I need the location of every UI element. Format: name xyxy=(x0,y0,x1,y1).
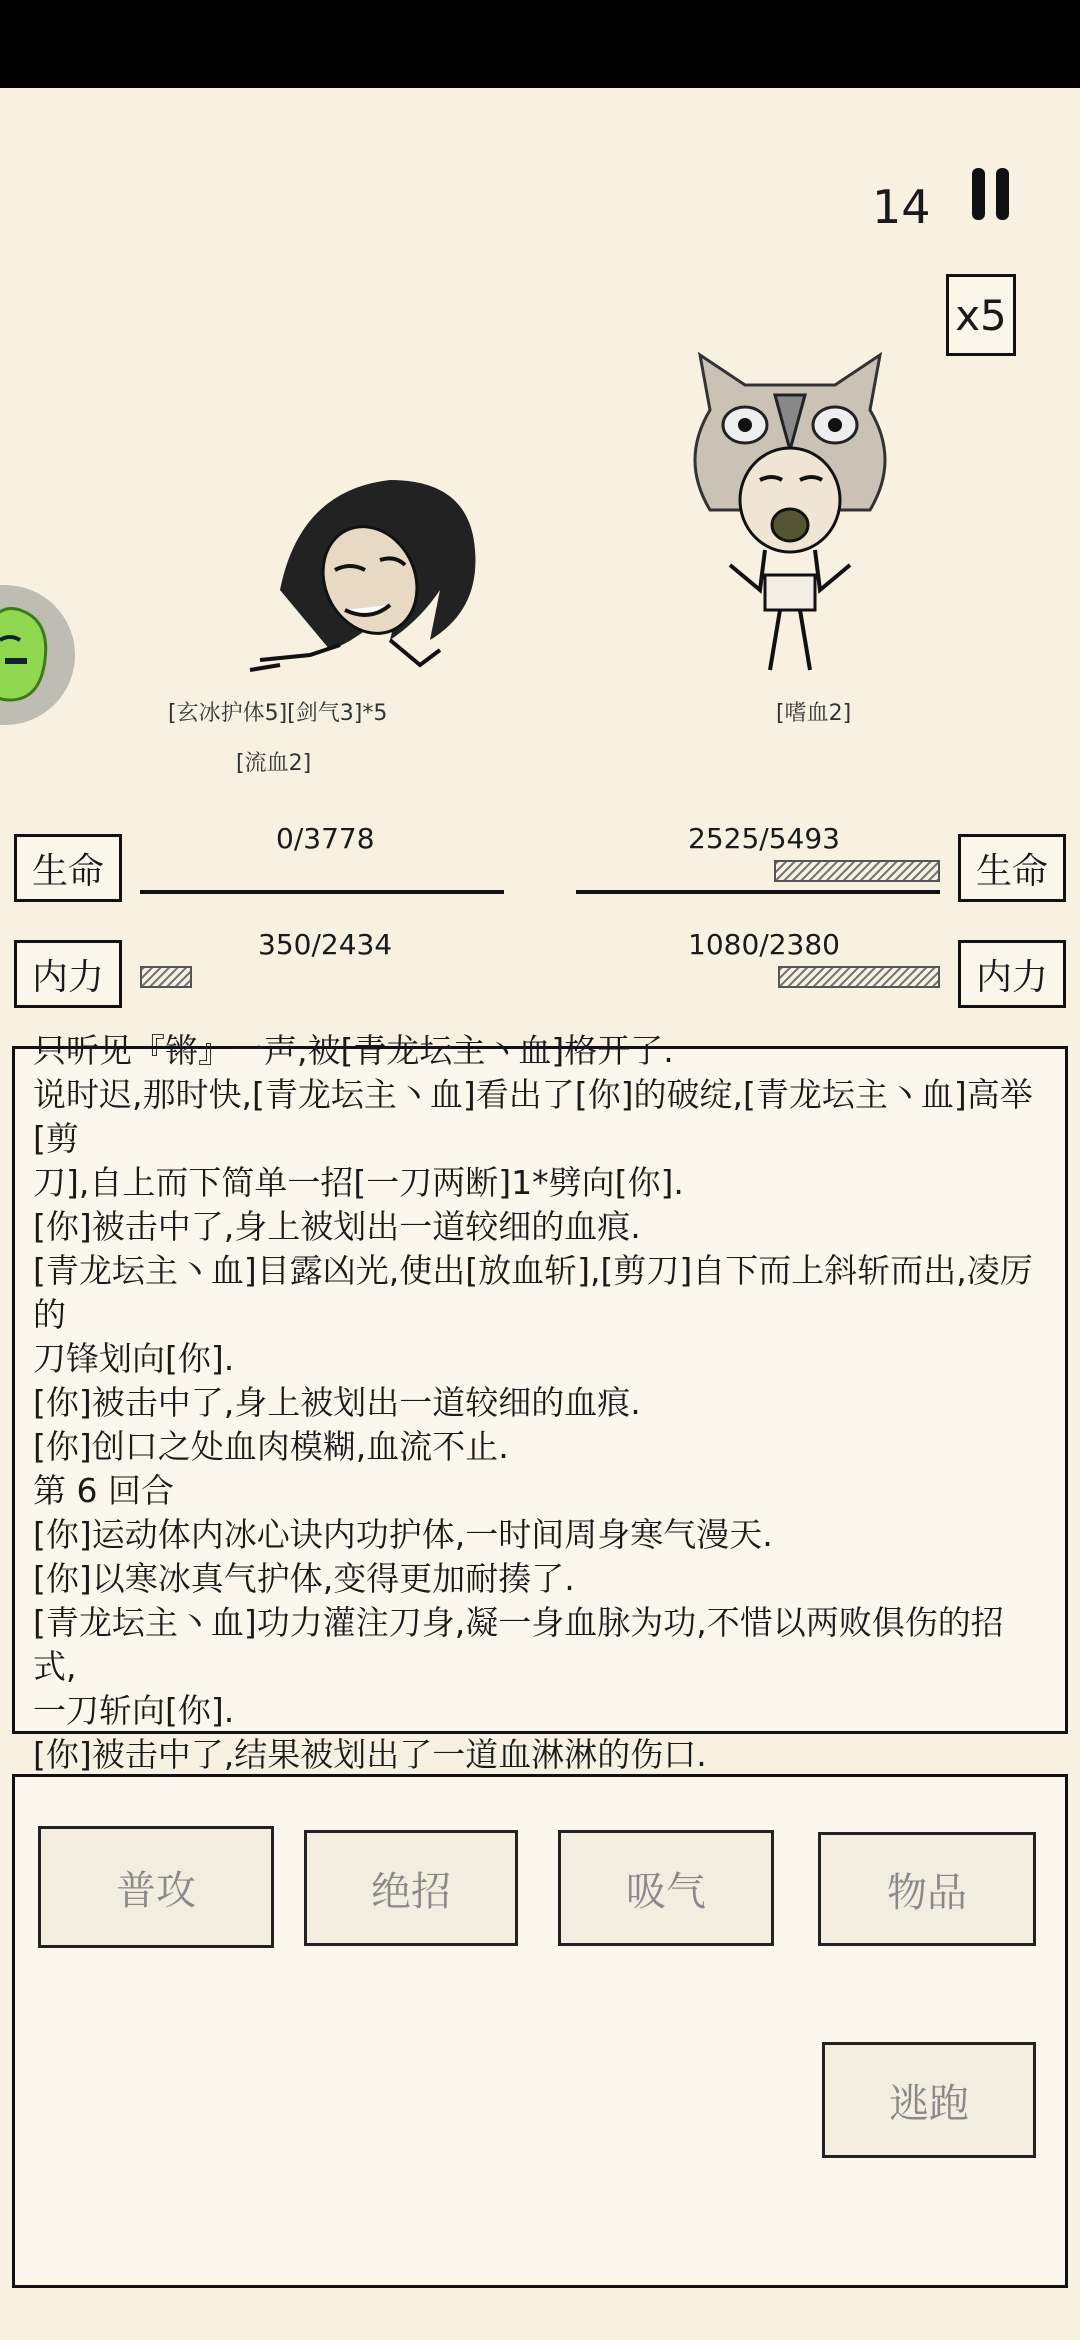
enemy-buffs: [嗜血2] xyxy=(776,701,852,726)
enemy-hp-bar xyxy=(576,890,940,894)
log-line: [你]被击中了,身上被划出一道较细的血痕. xyxy=(33,1383,641,1422)
pause-icon[interactable] xyxy=(970,168,1014,220)
flee-button[interactable]: 逃跑 xyxy=(822,2042,1036,2158)
player-hp-text: 0/3778 xyxy=(276,822,375,855)
player-buffs: [玄冰护体5][剑气3]*5 xyxy=(168,701,388,726)
enemy-mp-label: 内力 xyxy=(958,940,1066,1008)
enemy-mp-bar-fill xyxy=(778,966,940,988)
log-line: 刀锋划向[你]. xyxy=(33,1339,235,1378)
log-line: [青龙坛主丶血]目露凶光,使出[放血斩],[剪刀]自下而上斜斩而出,凌厉的 xyxy=(33,1251,1033,1334)
battle-log[interactable] xyxy=(12,1031,1068,1774)
attack-button[interactable]: 普攻 xyxy=(38,1826,274,1948)
log-line: [青龙坛主丶血]功力灌注刀身,凝一身血脉为功,不惜以两败俱伤的招式, xyxy=(33,1603,1004,1686)
ultimate-button[interactable]: 绝招 xyxy=(304,1830,518,1946)
enemy-hp-bar-fill xyxy=(774,860,940,882)
log-line: [你]创口之处血肉模糊,血流不止. xyxy=(33,1427,509,1466)
log-line: 刀],自上而下简单一招[一刀两断]1*劈向[你]. xyxy=(33,1163,684,1202)
log-line: 一刀斩向[你]. xyxy=(33,1691,235,1730)
log-line: 第 6 回合 xyxy=(33,1471,174,1510)
battle-log-content xyxy=(33,1029,1047,1821)
breathe-button[interactable]: 吸气 xyxy=(558,1830,774,1946)
player-debuffs: [流血2] xyxy=(236,751,312,776)
player-mp-text: 350/2434 xyxy=(258,928,393,961)
enemy-mp-text: 1080/2380 xyxy=(688,928,840,961)
player-mp-label: 内力 xyxy=(14,940,122,1008)
enemy-hp-text: 2525/5493 xyxy=(688,822,840,855)
player-mp-bar-fill xyxy=(140,966,192,988)
log-line: [你]被击中了,结果被划出了一道血淋淋的伤口. xyxy=(33,1735,707,1774)
log-line: 只听见『锵』一声,被[青龙坛主丶血]格开了. xyxy=(33,1031,674,1070)
log-line: 说时迟,那时快,[青龙坛主丶血]看出了[你]的破绽,[青龙坛主丶血]高举[剪 xyxy=(33,1075,1033,1158)
player-hp-label: 生命 xyxy=(14,834,122,902)
player-character xyxy=(240,470,490,690)
turn-counter: 14 xyxy=(872,180,931,234)
speed-button[interactable]: x5 xyxy=(946,274,1016,356)
log-line: [你]被击中了,身上被划出一道较细的血痕. xyxy=(33,1207,641,1246)
enemy-hp-label: 生命 xyxy=(958,834,1066,902)
player-hp-bar xyxy=(140,890,504,894)
log-line: [你]以寒冰真气护体,变得更加耐揍了. xyxy=(33,1559,575,1598)
items-button[interactable]: 物品 xyxy=(818,1832,1036,1946)
enemy-character xyxy=(670,350,910,680)
green-blob-icon[interactable] xyxy=(0,580,80,730)
status-bar xyxy=(0,0,1080,88)
log-line: [你]运动体内冰心诀内功护体,一时间周身寒气漫天. xyxy=(33,1515,773,1554)
